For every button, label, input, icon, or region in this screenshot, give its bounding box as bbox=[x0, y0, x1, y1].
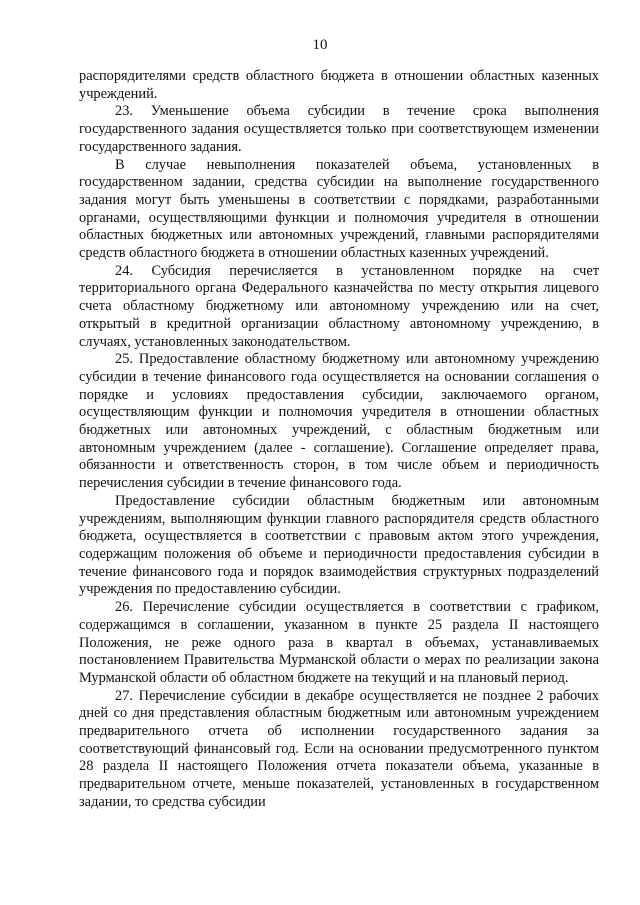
paragraph-27: 27. Перечисление субсидии в декабре осуществляется не позднее 2 рабочих дней со дня представления областным бюджетным или автономным учреждением предварительного отчета об исполнении государственного задания за соответствующий финансовый год. Если на основании предусмотренного пунктом 28 раздела II настоящего Положения отчета показатели объема, указанные в предварительном отчете, меньше показателей, установленных в государственном задании, то средства субсидии bbox=[79, 687, 599, 810]
paragraph-24: 24. Субсидия перечисляется в установленном порядке на счет территориального органа Федерального казначейства по месту открытия лицевого счета областному бюджетному или автономному учреждению или на счет, открытый в кредитной организации областному автономному учреждению, в случаях, установленных законодательством. bbox=[79, 262, 599, 350]
paragraph-23: 23. Уменьшение объема субсидии в течение срока выполнения государственного задания осуществляется только при соответствующем изменении государственного задания. bbox=[79, 103, 599, 155]
paragraph-23-nonfulfillment: В случае невыполнения показателей объема, установленных в государственном задании, средства субсидии на выполнение государственного задания могут быть уменьшены в соответствии с порядками, разработанными органами, осуществляющими функции и полномочия учредителя в отношении областных бюджетных или автономных учреждений, главными распорядителями средств областного бюджета в отношении областных казенных учреждений. bbox=[79, 156, 599, 262]
document-body bbox=[79, 68, 599, 812]
page-number: 10 bbox=[312, 37, 328, 53]
paragraph-26: 26. Перечисление субсидии осуществляется в соответствии с графиком, содержащимся в соглашении, указанном в пункте 25 раздела II настоящего Положения, не реже одного раза в квартал в объемах, устанавливаемых постановлением Правительства Мурманской области о мерах по реализации закона Мурманской области об областном бюджете на текущий и на плановый период. bbox=[79, 599, 599, 686]
paragraph-continuation: распорядителями средств областного бюджета в отношении областных казенных учреждений. bbox=[79, 68, 599, 102]
paragraph-25: 25. Предоставление областному бюджетному или автономному учреждению субсидии в течение финансового года осуществляется на основании соглашения о порядке и условиях предоставления субсидии, заключаемого органом, осуществляющим функции и полномочия учредителя в отношении областных бюджетных или автономных учреждений, с областным бюджетным или автономным учреждением (далее - соглашение). Соглашение определяет права, обязанности и ответственность сторон, в том числе объем и периодичность перечисления субсидии в течение финансового года. bbox=[79, 351, 599, 492]
paragraph-25-provision: Предоставление субсидии областным бюджетным или автономным учреждениям, выполняющим функции главного распорядителя средств областного бюджета, осуществляется в соответствии с правовым актом этого учреждения, содержащим положения об объеме и периодичности предоставления субсидии в течение финансового года и порядок взаимодействия структурных подразделений учреждения по предоставлению субсидии. bbox=[79, 492, 599, 598]
